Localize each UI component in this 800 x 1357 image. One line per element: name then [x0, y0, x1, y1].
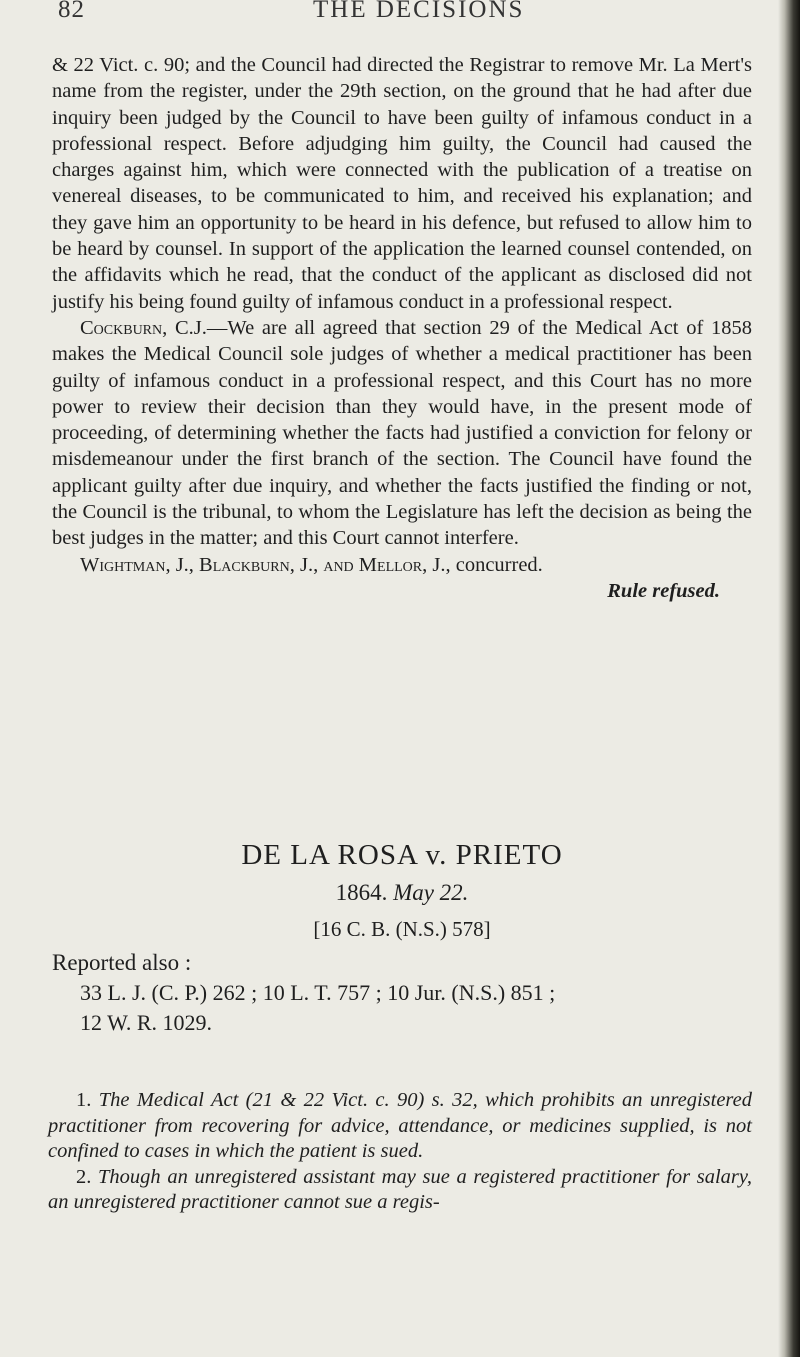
- concurring-judges: Wightman, J., Blackburn, J., and Mellor, J.,: [80, 553, 451, 576]
- outcome: Rule refused.: [607, 579, 720, 602]
- book-binding-edge: [778, 0, 800, 1357]
- case-year: 1864.: [335, 880, 388, 905]
- judgment-body: —We are all agreed that section 29 of the Medical Act of 1858 makes the Medical Council sole judges of whether a medical practitioner has been guilty of infamous conduct in a professional respect, and this Court has no more power to review their decision than they would have, in the present mode of proceeding, of determining whether the facts had justified a conviction for felony or misdemeanour under the first branch of the section. The Council have found the applicant guilty after due inquiry, and whether the facts justified the finding or not, the Council is the tribunal, to whom the Legislature has left the decision as being the best judges in the matter; and this Court cannot interfere.: [52, 316, 752, 550]
- case-title: DE LA ROSA v. PRIETO: [241, 839, 563, 871]
- headnote-1: [48, 1088, 752, 1165]
- headnotes: [48, 1088, 752, 1216]
- paragraph-concurrence: [52, 552, 752, 578]
- headnote-1-number: 1.: [76, 1089, 92, 1111]
- report-citations-2: 12 W. R. 1029.: [80, 1010, 213, 1035]
- paragraph-judgment: [52, 315, 752, 552]
- report-citations-1: 33 L. J. (C. P.) 262 ; 10 L. T. 757 ; 10 Jur. (N.S.) 851 ;: [80, 980, 556, 1005]
- case-day: May 22.: [393, 880, 469, 905]
- judgment-text: [52, 52, 752, 604]
- page-number: 82: [58, 0, 85, 23]
- case-citation: [16 C. B. (N.S.) 578]: [313, 917, 491, 941]
- headnote-2-number: 2.: [76, 1165, 92, 1188]
- headnote-1-text: The Medical Act (21 & 22 Vict. c. 90) s. 32, which prohibits an unregistered practitioner from recovering for advice, attendance, or medicines supplied, is not confined to cases in which the patient is sued.: [48, 1089, 752, 1162]
- reported-also-label: Reported also :: [52, 950, 192, 975]
- running-head: [58, 0, 748, 36]
- paragraph-argument: & 22 Vict. c. 90; and the Council had directed the Registrar to remove Mr. La Mert's name from the register, under the 29th section, on the ground that he had after due inquiry been judged by the Council to have been guilty of infamous conduct in a professional respect. Before adjudging him guilty, the Council had caused the charges against him, which were connected with the publication of a treatise on venereal diseases, to be communicated to him, and received his explanation; and they gave him an opportunity to be heard in his defence, but refused to allow him to be heard by counsel. In support of the application the learned counsel contended, on the affidavits which he read, that the conduct of the applicant as disclosed did not justify his being found guilty of infamous conduct in a professional respect.: [52, 54, 752, 313]
- case-date: [52, 878, 752, 908]
- concurrence-text: concurred.: [450, 553, 543, 576]
- case-heading: [52, 840, 752, 1038]
- headnote-2-text: Though an unregistered assistant may sue a registered practitioner for salary, an unregistered practitioner cannot sue a regis-: [48, 1165, 753, 1213]
- running-title: THE DECISIONS: [313, 0, 525, 23]
- headnote-2: [48, 1165, 752, 1216]
- judge-name: Cockburn, C.J.: [80, 316, 207, 339]
